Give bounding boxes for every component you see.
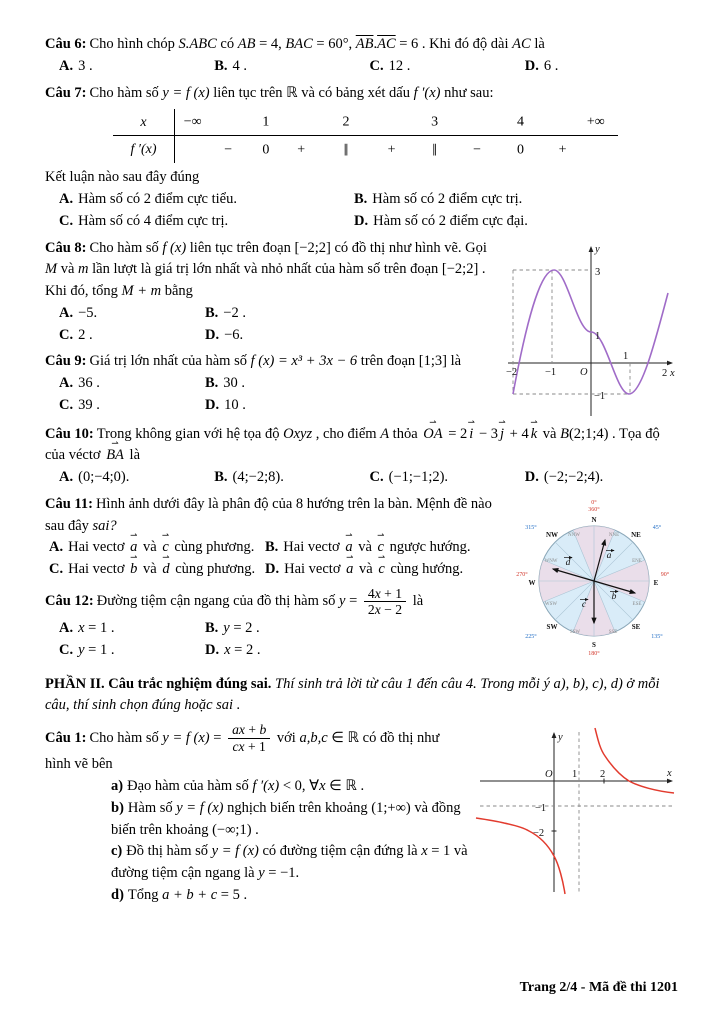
option-6d (525, 56, 680, 78)
dir-se: SE (631, 622, 641, 631)
question-6-options (45, 56, 680, 78)
option-letter: A. (59, 469, 74, 485)
question-6-label: Câu 6: (45, 36, 87, 52)
option-letter: B. (205, 620, 219, 637)
option-value: Hàm số có 2 điểm cực tiểu. (78, 191, 237, 207)
question-9-body: Giá trị lớn nhất của hàm số f (x) = x³ + 3x − 6 trên đoạn [1;3] là (89, 353, 462, 370)
question-11-options (45, 537, 500, 581)
vector-d-label: d (565, 557, 571, 568)
tick-1-x: 1 (623, 350, 629, 362)
sign-cell: 0 (262, 142, 270, 158)
item-c-label: c) (111, 843, 123, 860)
option-letter: A. (59, 57, 74, 74)
item-c-text: Đồ thị hàm số y = f (x) có đường tiệm cận đứng là x = 1 và đường tiệm cận ngang là y = −1. (111, 843, 468, 882)
sign-cell: 4 (517, 114, 525, 130)
option-value: Hàm số có 2 điểm cực trị. (372, 191, 523, 207)
option-value: 30 . (223, 375, 246, 391)
tick-1-y: 1 (595, 330, 601, 342)
hyperbola-right-branch (595, 728, 674, 793)
item-a-text: Đạo hàm của hàm số f ′(x) < 0, ∀x ∈ ℝ . (127, 778, 365, 795)
option-6b (214, 56, 369, 78)
sign-cell: ‖ (343, 140, 349, 159)
option-letter: D. (354, 212, 369, 229)
tick-minus1-x: −1 (545, 366, 557, 378)
dir-wsw: WSW (544, 601, 558, 607)
question-10-text (45, 424, 680, 468)
question-10-options (45, 467, 680, 489)
option-8a (59, 303, 205, 325)
sign-cell: 3 (431, 114, 439, 130)
option-letter: D. (205, 396, 220, 413)
x-axis-label: x (670, 367, 675, 379)
degree-90: 90° (660, 571, 670, 578)
sign-table (113, 109, 618, 163)
fraction: $\frac{ax + b}{cx + 1}$ (228, 722, 270, 754)
option-10b (214, 467, 369, 489)
question-12-body: Đường tiệm cận ngang của đồ thị hàm số y = $\frac{4x + 1}{2x - 2}$ là (96, 585, 424, 618)
item-a-label: a) (111, 778, 124, 795)
sign-cell: 2 (342, 114, 350, 130)
question-10 (45, 424, 680, 489)
option-letter: D. (524, 57, 539, 74)
tick-minus1: −1 (535, 803, 547, 815)
option-11a (49, 537, 265, 559)
sign-table-head-x: x (113, 109, 175, 135)
option-9a (59, 373, 205, 395)
sign-table-row-x (113, 109, 618, 136)
item-b-text: Hàm số y = f (x) nghịch biến trên khoảng (1;+∞) và đồng biến trên khoảng (−∞;1) . (111, 799, 461, 838)
tick-minus2: −2 (506, 366, 518, 378)
option-letter: C. (59, 326, 74, 343)
sign-cell: + (297, 142, 306, 158)
hyperbola-left-branch (476, 818, 565, 894)
question-12-label: Câu 12: (45, 593, 94, 610)
option-value: −6. (224, 326, 244, 343)
page-footer: Trang 2/4 - Mã đề thi 1201 (519, 980, 678, 995)
option-value: 2 . (78, 326, 93, 343)
sign-cell: − (224, 142, 233, 158)
sign-cell: − (473, 142, 482, 158)
part2-note: Thí sinh trả lời từ câu 1 đến câu 4. Trong mỗi ý a), b), c), d) ở mỗi câu, thí sinh chọn đúng hoặc sai . (45, 675, 660, 714)
dir-sw: SW (546, 622, 558, 631)
y-axis-label: y (558, 732, 563, 744)
option-value: (4;−2;8). (232, 469, 284, 485)
question-7-body: Cho hàm số y = f (x) liên tục trên ℝ và có bảng xét dấu f ′(x) như sau: (89, 84, 494, 101)
dir-ene: ENE (632, 558, 642, 564)
option-letter: A. (49, 539, 64, 556)
option-value: Hàm số có 2 điểm cực đại. (373, 212, 528, 229)
question-11-label: Câu 11: (45, 495, 93, 512)
option-value: 39 . (78, 396, 100, 413)
option-9b (205, 373, 351, 395)
option-value: Hai vectơ b ⇀ và d ⇀ cùng phương. (68, 561, 255, 577)
sign-table-head-fprime: f ′(x) (113, 136, 175, 163)
question-7-text (45, 83, 680, 105)
option-value: 10 . (224, 396, 246, 413)
dir-s: S (592, 640, 596, 649)
option-7b (354, 189, 680, 211)
option-letter: B. (205, 304, 219, 321)
option-value: Hai vectơ a ⇀ và c ⇀ cùng phương. (68, 539, 254, 555)
option-value: y = 2 . (223, 620, 260, 637)
option-letter: C. (369, 57, 384, 74)
option-letter: B. (354, 191, 368, 207)
vector-b-label: b (611, 591, 617, 602)
vector-a-label: a (606, 550, 612, 561)
option-value: 4 . (232, 57, 248, 74)
option-value: 36 . (78, 375, 100, 391)
c1-function-graph (474, 726, 680, 896)
option-value: (0;−4;0). (78, 469, 130, 485)
sign-cell: + (387, 142, 396, 158)
fraction: $\frac{4x + 1}{2x - 2}$ (364, 586, 406, 618)
option-letter: B. (214, 469, 228, 485)
question-8-9-block (45, 238, 680, 417)
dir-nw: NW (545, 530, 559, 539)
option-value: x = 2 . (224, 641, 261, 658)
option-12d (205, 640, 351, 662)
dir-sse: SSE (608, 629, 618, 635)
degree-360: 360° (588, 506, 600, 513)
option-11d (265, 559, 500, 581)
option-10c (370, 467, 525, 489)
question-8-options (45, 303, 492, 347)
item-b-label: b) (111, 799, 124, 816)
degree-315: 315° (525, 524, 537, 531)
option-value: −2 . (223, 304, 246, 321)
option-value: 6 . (543, 57, 559, 74)
dir-n: N (591, 515, 597, 524)
question-7 (45, 83, 680, 233)
option-7a (59, 189, 354, 211)
option-letter: B. (265, 539, 279, 556)
option-value: 3 . (78, 57, 93, 74)
option-value: Hai vectơ a ⇀ và c ⇀ ngược hướng. (283, 539, 470, 555)
option-value: 12 . (388, 57, 411, 74)
origin-label: O (580, 366, 588, 378)
question-11-body: Hình ảnh dưới đây là phân độ của 8 hướng trên la bàn. Mệnh đề nào sau đây sai? (45, 495, 492, 534)
degree-45: 45° (652, 524, 662, 531)
tick-minus1-y: −1 (594, 390, 606, 402)
dir-wnw: WNW (544, 558, 558, 564)
dir-ese: ESE (632, 601, 642, 607)
option-letter: D. (205, 641, 220, 658)
dir-ssw: SSW (569, 629, 581, 635)
option-letter: C. (369, 469, 384, 485)
option-8b (205, 303, 351, 325)
question-9-label: Câu 9: (45, 353, 87, 370)
dir-nnw: NNW (568, 532, 580, 538)
option-letter: A. (59, 191, 74, 207)
question-12-options (45, 618, 500, 662)
sign-cell: ‖ (432, 140, 437, 159)
question-6-text (45, 34, 680, 56)
option-letter: D. (205, 326, 220, 343)
option-10d (525, 467, 680, 489)
dir-ne: NE (631, 530, 641, 539)
dir-nne: NNE (608, 532, 620, 538)
option-11c (49, 559, 265, 581)
part2-question-1-body: Cho hàm số y = f (x) = $\frac{ax + b}{cx + 1}$ với a,b,c ∈ ℝ có đồ thị như hình vẽ bên (45, 722, 440, 773)
sign-cell: 1 (262, 114, 270, 130)
part2-question-1 (45, 722, 680, 907)
option-value: (−1;−1;2). (388, 469, 449, 485)
option-letter: C. (59, 396, 74, 413)
question-9-options (45, 373, 492, 417)
option-9c (59, 395, 205, 417)
tick-3: 3 (595, 266, 601, 278)
degree-225: 225° (525, 633, 537, 640)
question-10-label: Câu 10: (45, 425, 94, 442)
option-12a (59, 618, 205, 640)
option-value: Hàm số có 4 điểm cực trị. (78, 212, 229, 229)
y-axis-label: y (595, 243, 600, 255)
vector-c-label: c (581, 599, 587, 610)
degree-0: 0° (591, 499, 597, 506)
option-letter: B. (205, 375, 219, 391)
option-value: Hai vectơ a ⇀ và c ⇀ cùng hướng. (284, 561, 463, 577)
sign-cell: 0 (517, 142, 525, 158)
degree-270: 270° (516, 571, 528, 578)
sign-table-row-fprime (113, 136, 618, 163)
part2-header (45, 674, 680, 718)
option-letter: A. (59, 375, 74, 391)
option-letter: A. (59, 304, 74, 321)
degree-180: 180° (588, 650, 600, 657)
option-7c (59, 211, 354, 233)
option-letter: C. (59, 641, 74, 658)
option-letter: B. (214, 57, 228, 74)
sign-cell: + (558, 142, 567, 158)
option-value: y = 1 . (78, 641, 115, 658)
option-value: −5. (78, 304, 98, 321)
option-6c (370, 56, 525, 78)
sign-cell: −∞ (183, 114, 202, 130)
sign-table-values-x (175, 109, 618, 135)
question-7-options (45, 189, 680, 233)
option-7d (354, 211, 680, 233)
tick-2: 2 (662, 367, 668, 379)
question-7-label: Câu 7: (45, 84, 87, 101)
question-7-conclusion: Kết luận nào sau đây đúng (45, 169, 200, 186)
question-10-body: Trong không gian với hệ tọa độ Oxyz , cho điểm A thỏa OA ⇀ = 2 i ⇀ − 3 j ⇀ + 4 k ⇀ và B(2;1;4) . Tọa độ của véctơ BA ⇀ là (45, 426, 660, 464)
option-8d (205, 325, 351, 347)
option-value: (−2;−2;4). (543, 469, 604, 485)
option-value: x = 1 . (78, 620, 115, 637)
dir-e: E (653, 578, 659, 587)
option-letter: A. (59, 620, 74, 637)
question-8-label: Câu 8: (45, 239, 87, 256)
question-6-body: Cho hình chóp S.ABC có AB = 4, BAC = 60°, $\overline{AB}.\overline{AC} = 6$ . Khi đó độ dài AC là (89, 36, 545, 52)
question-6 (45, 34, 680, 78)
option-8c (59, 325, 205, 347)
asymptote-dashes (480, 732, 672, 892)
sign-table-values-fprime (175, 136, 618, 163)
part2-title: PHẦN II. Câu trắc nghiệm đúng sai. (45, 675, 276, 692)
option-letter: C. (49, 561, 64, 577)
dir-w: W (528, 578, 536, 587)
option-letter: D. (265, 561, 280, 577)
compass-image (508, 496, 680, 658)
question-8-body: Cho hàm số f (x) liên tục trên đoạn [−2;2] có đồ thị như hình vẽ. Gọi M và m lần lượt là giá trị lớn nhất và nhỏ nhất của hàm số trên đoạn [−2;2] . Khi đó, tổng M + m bằng (45, 239, 487, 299)
tick-1: 1 (572, 769, 578, 781)
x-axis-label: x (667, 768, 672, 780)
option-10a (59, 467, 214, 489)
tick-2: 2 (600, 769, 606, 781)
degree-135: 135° (651, 633, 663, 640)
part2-question-1-label: Câu 1: (45, 729, 87, 746)
q8-function-graph (504, 238, 680, 420)
option-12c (59, 640, 205, 662)
option-letter: D. (524, 469, 539, 485)
origin-label: O (545, 769, 553, 781)
option-12b (205, 618, 351, 640)
part2-header-text (45, 674, 680, 718)
option-letter: C. (59, 212, 74, 229)
guide-dashes (513, 270, 630, 394)
item-d-text: Tổng a + b + c = 5 . (127, 886, 248, 903)
option-9d (205, 395, 351, 417)
tick-minus2: −2 (533, 828, 545, 840)
sign-cell: +∞ (586, 114, 605, 130)
item-d-label: d) (111, 886, 124, 903)
option-6a (59, 56, 214, 78)
